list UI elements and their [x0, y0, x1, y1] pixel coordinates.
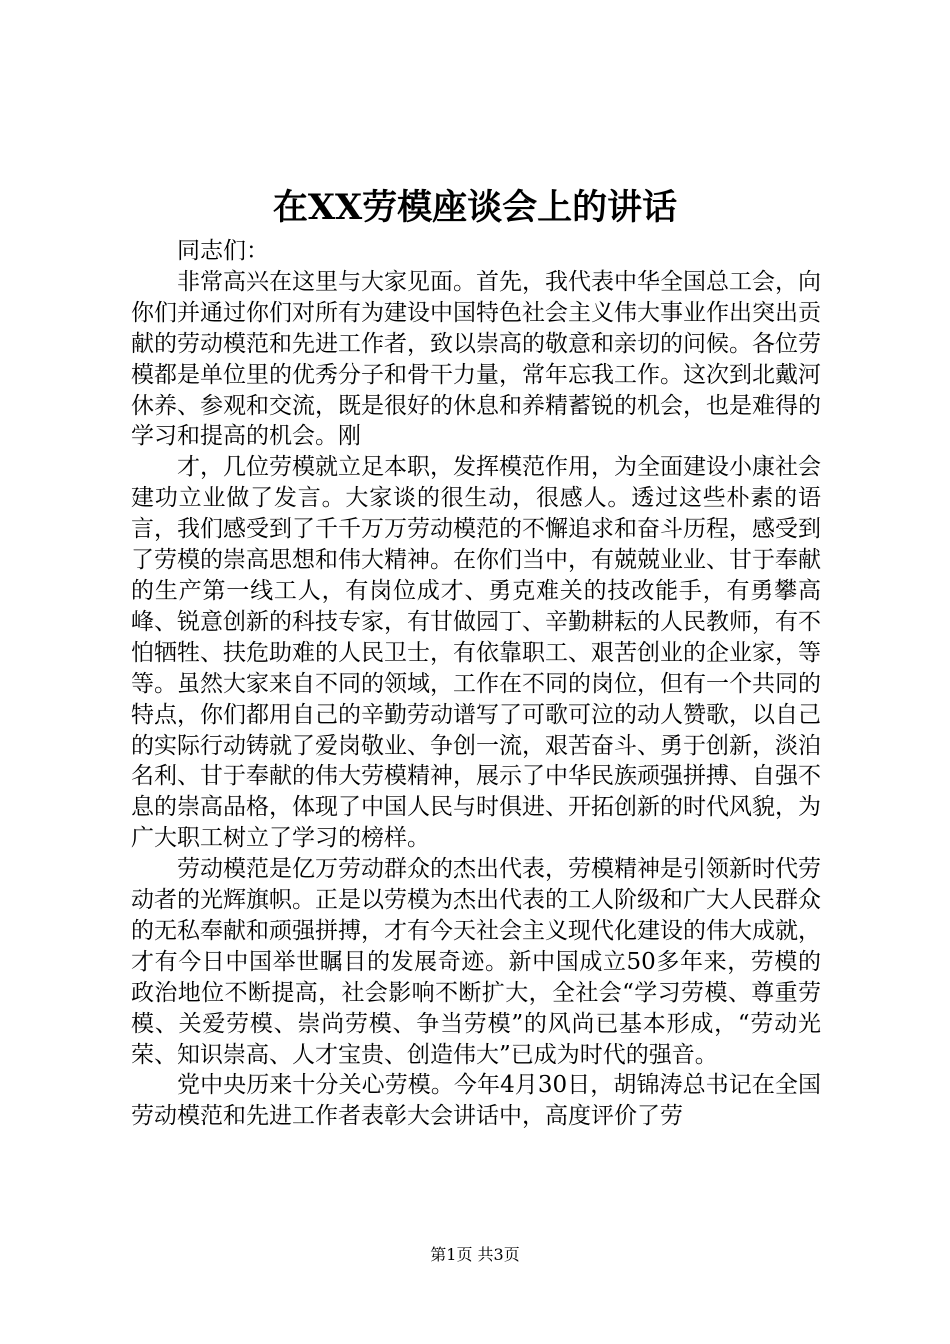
paragraph-1: 非常高兴在这里与大家见面。首先，我代表中华全国总工会，向你们并通过你们对所有为建设中国特色社会主义伟大事业作出突出贡献的劳动模范和先进工作者，致以崇高的敬意和亲切的问候。各位劳模都是单位里的优秀分子和骨干力量，常年忘我工作。这次到北戴河休养、参观和交流，既是很好的休息和养精蓄锐的机会，也是难得的学习和提高的机会。刚 [131, 268, 821, 450]
paragraph-4: 党中央历来十分关心劳模。今年4月30日，胡锦涛总书记在全国劳动模范和先进工作者表彰大会讲话中，高度评价了劳 [131, 1072, 821, 1130]
document-body [131, 236, 821, 1132]
paragraph-2: 才，几位劳模就立足本职，发挥模范作用，为全面建设小康社会建功立业做了发言。大家谈的很生动，很感人。透过这些朴素的语言，我们感受到了千千万万劳动模范的不懈追求和奋斗历程，感受到了劳模的崇高思想和伟大精神。在你们当中，有兢兢业业、甘于奉献的生产第一线工人，有岗位成才、勇克难关的技改能手，有勇攀高峰、锐意创新的科技专家，有甘做园丁、辛勤耕耘的人民教师，有不怕牺牲、扶危助难的人民卫士，有依靠职工、艰苦创业的企业家，等等。虽然大家来自不同的领域，工作在不同的岗位，但有一个共同的特点，你们都用自己的辛勤劳动谱写了可歌可泣的动人赞歌，以自己的实际行动铸就了爱岗敬业、争创一流，艰苦奋斗、勇于创新，淡泊名利、甘于奉献的伟大劳模精神，展示了中华民族顽强拼搏、自强不息的崇高品格，体现了中国人民与时俱进、开拓创新的时代风貌，为广大职工树立了学习的榜样。 [131, 454, 821, 852]
paragraph-3: 劳动模范是亿万劳动群众的杰出代表，劳模精神是引领新时代劳动者的光辉旗帜。正是以劳模为杰出代表的工人阶级和广大人民群众的无私奉献和顽强拼搏，才有今天社会主义现代化建设的伟大成就，才有今日中国举世瞩目的发展奇迹。新中国成立50多年来，劳模的政治地位不断提高，社会影响不断扩大，全社会“学习劳模、尊重劳模、关爱劳模、崇尚劳模、争当劳模”的风尚已基本形成，“劳动光荣、知识崇高、人才宝贵、创造伟大”已成为时代的强音。 [131, 856, 821, 1068]
salutation: 同志们： [177, 238, 269, 264]
document-title: 在XX劳模座谈会上的讲话 [272, 187, 678, 228]
page-number-footer: 第1页 共3页 [430, 1245, 520, 1264]
